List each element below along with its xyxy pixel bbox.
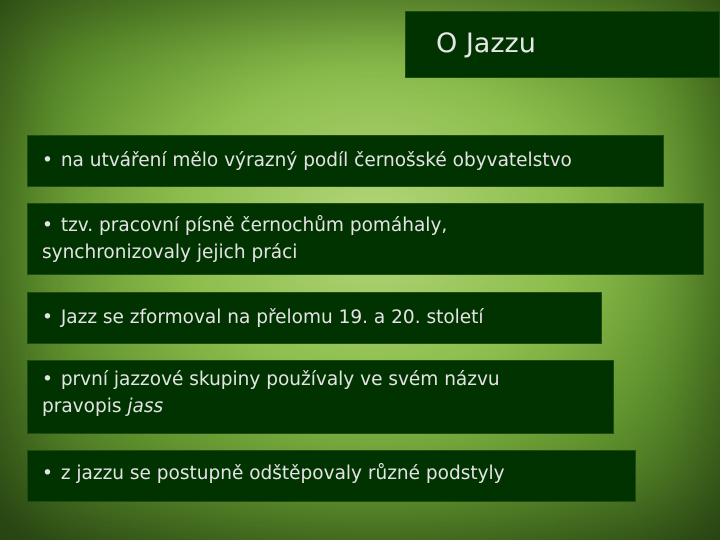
bullet-item-4 [27, 360, 614, 434]
bullet-text-line-1: první jazzové skupiny používaly ve svém názvu [60, 369, 500, 390]
bullet-text: na utváření mělo výrazný podíl černošské obyvatelstvo [60, 150, 572, 171]
bullet-icon: • [42, 463, 53, 484]
bullet-text-line-1: tzv. pracovní písně černochům pomáhaly, [60, 215, 448, 236]
bullet-item-5 [27, 450, 636, 502]
bullet-item-3 [27, 292, 602, 344]
bullet-text-line-2: synchronizovaly jejich práci [42, 242, 298, 263]
bullet-item-1 [27, 135, 664, 187]
bullet-icon: • [42, 215, 53, 236]
bullet-text-line-2: pravopis [42, 396, 128, 417]
bullet-text: z jazzu se postupně odštěpovaly různé podstyly [60, 463, 505, 484]
bullet-icon: • [42, 307, 53, 328]
bullet-icon: • [42, 369, 53, 390]
bullet-icon: • [42, 150, 53, 171]
bullet-item-2 [27, 203, 704, 275]
bullet-text: Jazz se zformoval na přelomu 19. a 20. století [60, 307, 484, 328]
bullet-text-italic: jass [127, 396, 164, 417]
slide-title: O Jazzu [405, 11, 720, 78]
